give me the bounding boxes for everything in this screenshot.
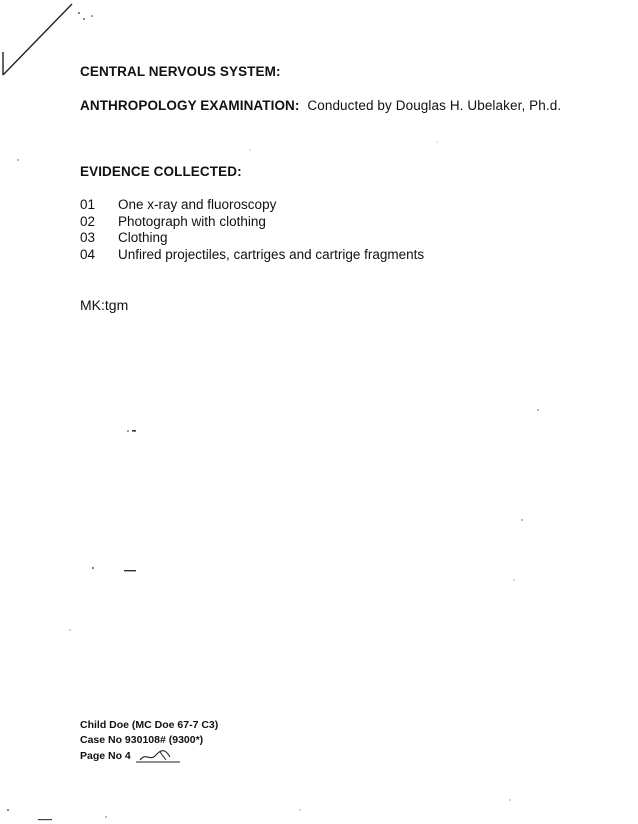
anthropology-examination-value: Conducted by Douglas H. Ubelaker, Ph.d. [307, 98, 562, 113]
evidence-item-text: Clothing [118, 230, 168, 245]
evidence-collected-label: EVIDENCE COLLECTED: [80, 164, 242, 179]
typist-initials: MK:tgm [80, 297, 129, 313]
footer-case-number: Case No 930108# (9300*) [80, 734, 204, 746]
evidence-item-text: One x-ray and fluoroscopy [118, 197, 277, 212]
anthropology-examination-label: ANTHROPOLOGY EXAMINATION: [80, 98, 300, 113]
evidence-item-number: 03 [80, 230, 96, 245]
central-nervous-system-label: CENTRAL NERVOUS SYSTEM: [80, 64, 281, 79]
evidence-item-number: 01 [80, 197, 96, 212]
evidence-item-number: 04 [80, 246, 96, 262]
evidence-item-text: Unfired projectiles, cartriges and cartrige fragments [118, 246, 425, 262]
evidence-item-number: 02 [80, 213, 96, 229]
footer-case-name: Child Doe (MC Doe 67-7 C3) [80, 719, 219, 731]
footer-page-label: Page No 4 [80, 749, 131, 762]
evidence-item-text: Photograph with clothing [118, 213, 266, 229]
